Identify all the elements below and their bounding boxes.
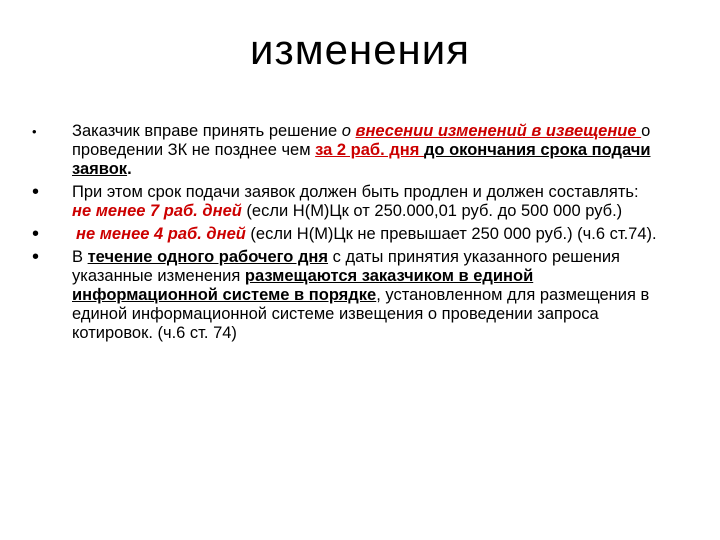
item-text: (если Н(М)Цк от 250.000,01 руб. до 500 000 руб.): [241, 202, 623, 220]
list-item: [32, 225, 682, 244]
item-emphasis: не менее 4 раб. дней: [76, 225, 246, 243]
slide-title: изменения: [250, 26, 470, 73]
item-text: .: [127, 160, 132, 178]
item-text: с даты принятия указанного решения указанные изменения: [72, 248, 620, 285]
item-text: (если Н(М)Цк не превышает 250 000 руб.) (ч.6 ст.74).: [245, 225, 657, 243]
bullet-icon: •: [32, 246, 40, 268]
item-emphasis: внесении изменений в извещение: [355, 122, 642, 140]
item-emphasis: до окончания срока подачи заявок: [72, 141, 651, 178]
bullet-icon: •: [32, 124, 37, 139]
bullet-icon: •: [32, 181, 40, 203]
item-text: Заказчик вправе принять решение: [72, 122, 342, 140]
item-emphasis: не менее 7 раб. дней: [72, 202, 242, 220]
item-emphasis: течение одного рабочего дня: [87, 248, 329, 266]
bullet-list: [32, 122, 682, 347]
item-emphasis: за 2 раб. дня: [315, 141, 424, 159]
item-text: При этом срок подачи заявок должен быть продлен и должен составлять:: [72, 183, 639, 201]
item-text: о проведении ЗК не позднее чем: [72, 122, 651, 159]
bullet-icon: •: [32, 223, 40, 245]
item-text-italic: о: [341, 122, 356, 140]
item-emphasis: размещаются заказчиком в единой информационной системе в порядке: [72, 267, 534, 304]
list-item: [32, 183, 682, 221]
list-item: [32, 122, 682, 179]
item-text: , установленном для размещения в единой информационной системе извещения о проведении запроса котировок. (ч.6 ст. 74): [72, 286, 650, 342]
list-item: [32, 248, 682, 343]
item-text: В: [72, 248, 88, 266]
